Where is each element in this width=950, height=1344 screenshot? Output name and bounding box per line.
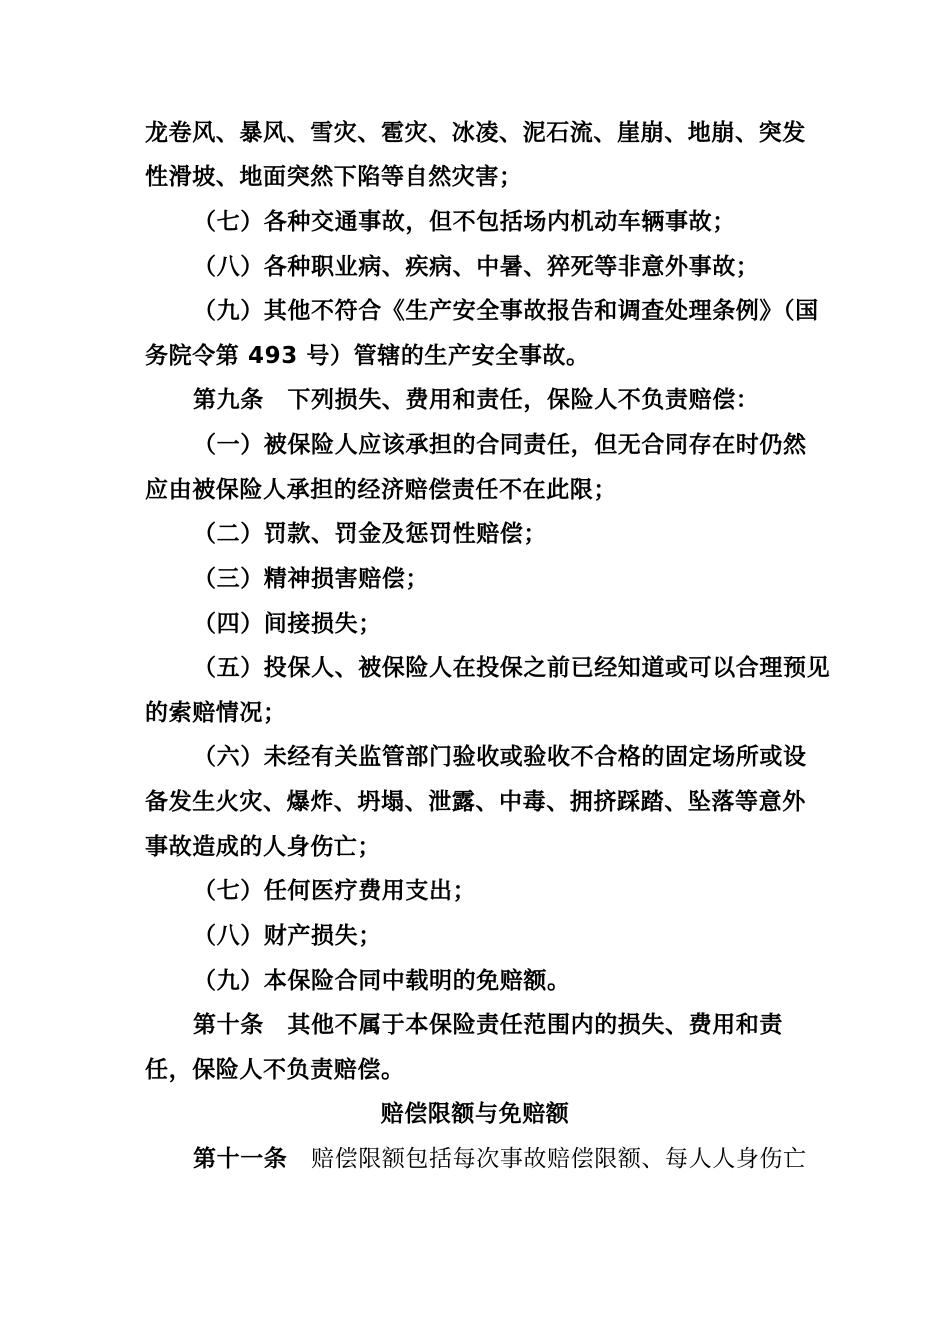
paragraph-line: 事故造成的人身伤亡； xyxy=(145,834,381,860)
paragraph-line: （八）各种职业病、疾病、中暑、猝死等非意外事故； xyxy=(193,254,760,280)
article-text: 赔偿限额包括每次事故赔偿限额、每人人身伤亡 xyxy=(311,1146,807,1172)
paragraph-line: 龙卷风、暴风、雪灾、雹灾、冰凌、泥石流、崖崩、地崩、突发 xyxy=(145,120,806,146)
paragraph-line: （七）各种交通事故，但不包括场内机动车辆事故； xyxy=(193,209,736,235)
paragraph-line: （五）投保人、被保险人在投保之前已经知道或可以合理预见 xyxy=(193,655,831,681)
article-heading-line: 第十条 其他不属于本保险责任范围内的损失、费用和责 xyxy=(193,1012,783,1038)
article-heading-line: 第九条 下列损失、费用和责任，保险人不负责赔偿： xyxy=(193,387,760,413)
paragraph-line: （一）被保险人应该承担的合同责任，但无合同存在时仍然 xyxy=(193,432,807,458)
paragraph-line: （八）财产损失； xyxy=(193,923,382,949)
paragraph-line: （三）精神损害赔偿； xyxy=(193,566,429,592)
paragraph-line: （二）罚款、罚金及惩罚性赔偿； xyxy=(193,521,547,547)
article-heading-line xyxy=(193,1144,863,1174)
paragraph-line: 务院令第 493 号）管辖的生产安全事故。 xyxy=(145,343,590,369)
paragraph-line: 任，保险人不负责赔偿。 xyxy=(145,1057,405,1083)
paragraph-line: （九）其他不符合《生产安全事故报告和调查处理条例》（国 xyxy=(193,298,819,324)
paragraph-line: （六）未经有关监管部门验收或验收不合格的固定场所或设 xyxy=(193,744,807,770)
paragraph-line: 的索赔情况； xyxy=(145,700,287,726)
paragraph-line: 应由被保险人承担的经济赔偿责任不在此限； xyxy=(145,477,617,503)
paragraph-line: （七）任何医疗费用支出； xyxy=(193,878,477,904)
article-number: 第十一条 xyxy=(193,1146,288,1172)
paragraph-line: 备发生火灾、爆炸、坍塌、泄露、中毒、拥挤踩踏、坠落等意外 xyxy=(145,789,806,815)
paragraph-line: 性滑坡、地面突然下陷等自然灾害； xyxy=(145,164,523,190)
section-heading: 赔偿限额与免赔额 xyxy=(380,1101,570,1127)
paragraph-line: （九）本保险合同中载明的免赔额。 xyxy=(193,968,571,994)
paragraph-line: （四）间接损失； xyxy=(193,611,382,637)
